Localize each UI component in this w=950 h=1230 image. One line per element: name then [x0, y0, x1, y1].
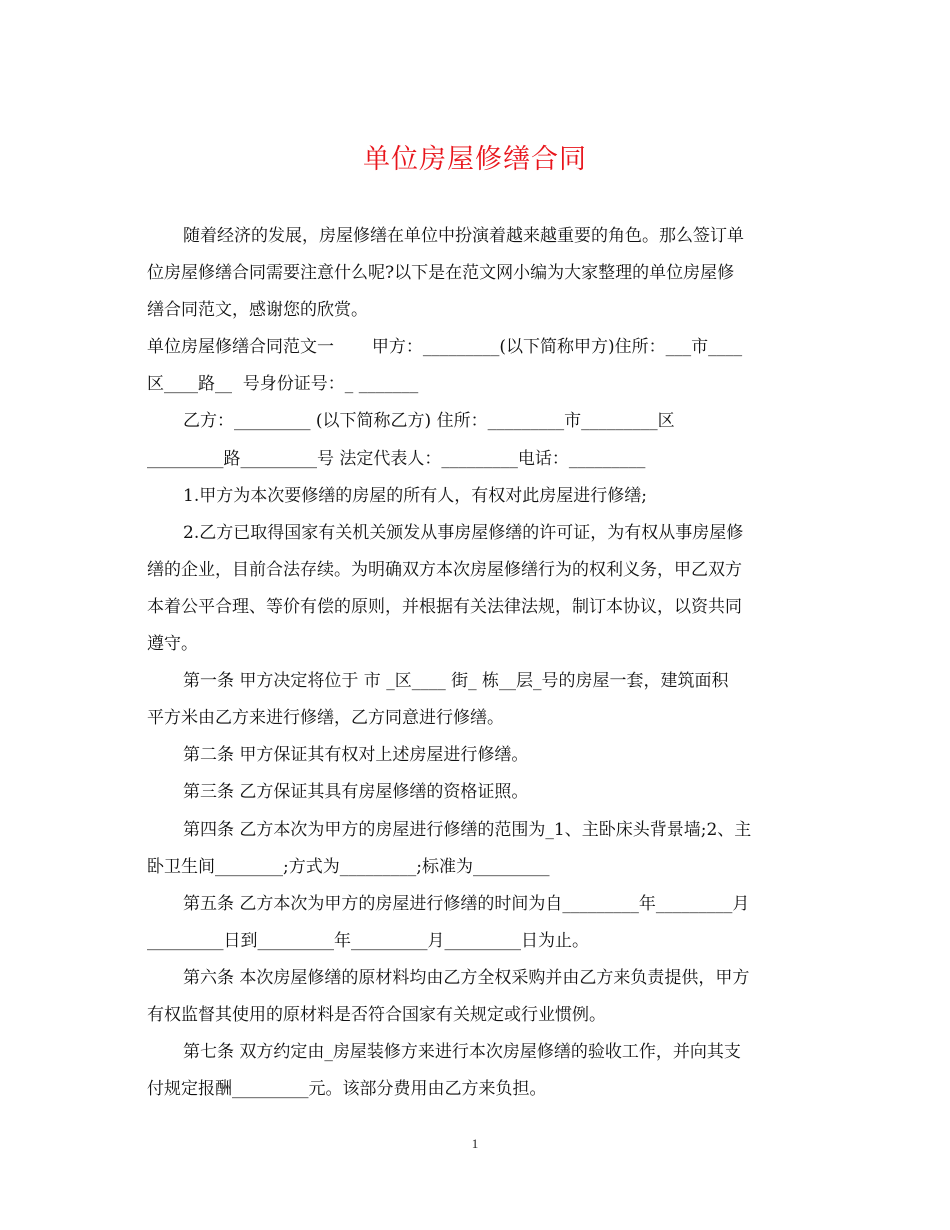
- paragraph-line: 第二条 甲方保证其有权对上述房屋进行修缮。: [183, 745, 529, 766]
- paragraph-line: 卧卫生间________;方式为_________;标准为_________: [147, 856, 550, 877]
- paragraph-line: 付规定报酬_________元。该部分费用由乙方来负担。: [147, 1079, 547, 1100]
- paragraph-line: 2.乙方已取得国家有关机关颁发从事房屋修缮的许可证，为有权从事房屋修: [183, 522, 744, 543]
- paragraph-line: _________日到_________年_________月_________日为止。: [147, 930, 589, 951]
- paragraph-line: 遵守。: [147, 634, 198, 655]
- paragraph-line: 缮合同范文，感谢您的欣赏。: [147, 300, 368, 321]
- paragraph-line: 乙方：_________ (以下简称乙方) 住所：_________市_________区: [183, 411, 675, 432]
- paragraph-line: 第三条 乙方保证其具有房屋修缮的资格证照。: [183, 782, 529, 803]
- paragraph-line: 单位房屋修缮合同范文一 甲方：_________(以下简称甲方)住所：___市____: [147, 337, 743, 358]
- paragraph-line: 第一条 甲方决定将位于 市 _区____ 街_ 栋__层_号的房屋一套，建筑面积: [183, 671, 729, 692]
- paragraph-line: 随着经济的发展，房屋修缮在单位中扮演着越来越重要的角色。那么签订单: [183, 226, 744, 246]
- paragraph-line: 第五条 乙方本次为甲方的房屋进行修缮的时间为自_________年_________月: [183, 893, 750, 914]
- paragraph-line: 第四条 乙方本次为甲方的房屋进行修缮的范围为_1、主卧床头背景墙;2、主: [183, 819, 752, 840]
- paragraph-line: 位房屋修缮合同需要注意什么呢?以下是在范文网小编为大家整理的单位房屋修: [147, 263, 735, 284]
- document-body: [147, 218, 807, 1108]
- paragraph-line: 缮的企业，目前合法存续。为明确双方本次房屋修缮行为的权利义务，甲乙双方: [147, 559, 742, 580]
- paragraph-line: 第六条 本次房屋修缮的原材料均由乙方全权采购并由乙方来负责提供，甲方: [183, 967, 750, 988]
- paragraph-line: 本着公平合理、等价有偿的原则，并根据有关法律法规，制订本协议，以资共同: [147, 596, 742, 617]
- paragraph-line: _________路_________号 法定代表人：_________电话：_________: [147, 448, 646, 469]
- page-number: 1: [471, 1136, 479, 1151]
- document-title: 单位房屋修缮合同: [363, 144, 587, 175]
- paragraph-line: 区____路__ 号身份证号：_ _______: [147, 374, 419, 395]
- paragraph-line: 有权监督其使用的原材料是否符合国家有关规定或行业惯例。: [147, 1004, 606, 1025]
- paragraph-line: 平方米由乙方来进行修缮，乙方同意进行修缮。: [147, 708, 504, 729]
- paragraph-line: 第七条 双方约定由_房屋装修方来进行本次房屋修缮的验收工作，并向其支: [183, 1042, 741, 1063]
- paragraph-line: 1.甲方为本次要修缮的房屋的所有人，有权对此房屋进行修缮;: [183, 485, 647, 506]
